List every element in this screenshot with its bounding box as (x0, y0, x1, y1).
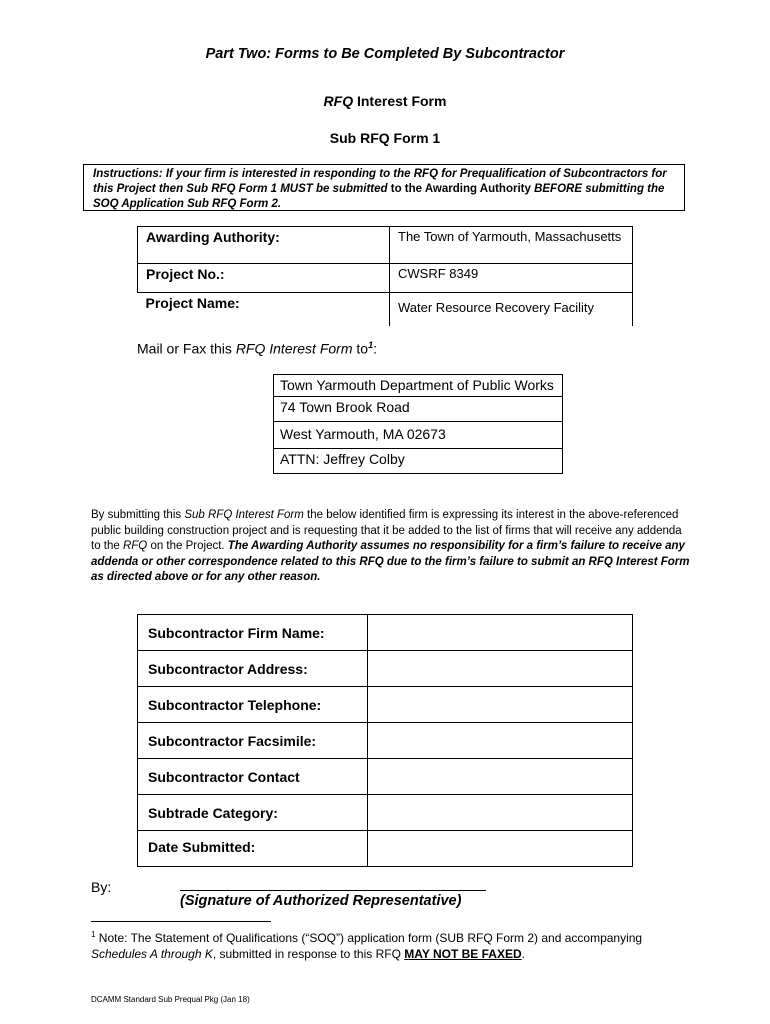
table-row (138, 651, 633, 687)
signature-line[interactable] (180, 890, 486, 891)
table-row (274, 449, 563, 474)
para-text-5: on the Project. (147, 540, 228, 552)
signature-label: (Signature of Authorized Representative) (180, 893, 462, 909)
date-submitted-field[interactable] (368, 831, 633, 867)
para-text-3: the below identified firm is expressing its interest in the above-referenced public building construction project and is requesting that it be added to the list of firms that will receive any addenda to the (91, 509, 682, 552)
table-row (138, 293, 633, 327)
table-row (138, 795, 633, 831)
para-rfq: RFQ (122, 540, 148, 552)
mail-colon: : (373, 340, 377, 357)
project-no-label: Project No.: (138, 264, 390, 293)
instructions-text-1: Instructions: If your firm is interested in responding to the RFQ for Prequalification of Subcontractors for this Project then Sub RFQ Form 1 MUST be submitted (93, 168, 667, 195)
awarding-authority-label: Awarding Authority: (138, 227, 390, 264)
table-row (274, 375, 563, 397)
table-row (138, 615, 633, 651)
facsimile-label: Subcontractor Facsimile: (138, 723, 368, 759)
telephone-label: Subcontractor Telephone: (138, 687, 368, 723)
footnote (91, 927, 691, 962)
address-line-department: Town Yarmouth Department of Public Works (274, 375, 563, 397)
mail-form-name: RFQ Interest Form (235, 340, 353, 357)
table-row (138, 831, 633, 867)
facsimile-field[interactable] (368, 723, 633, 759)
address-table (273, 374, 563, 474)
footnote-text-1: Note: The Statement of Qualifications (“SOQ”) application form (SUB RFQ Form 2) and accompanying (95, 931, 643, 945)
footnote-ref: 1 (368, 340, 374, 350)
address-line-street: 74 Town Brook Road (274, 397, 563, 422)
subcontractor-info-table (137, 614, 633, 867)
awarding-authority-value: The Town of Yarmouth, Massachusetts (390, 227, 633, 264)
instructions-text-2: to the Awarding Authority (387, 183, 535, 195)
subtrade-category-label: Subtrade Category: (138, 795, 368, 831)
project-name-value: Water Resource Recovery Facility (390, 293, 633, 327)
footnote-text-3: , submitted in response to this RFQ (212, 947, 405, 961)
project-name-label: Project Name: (138, 293, 390, 327)
footnote-period: . (521, 947, 525, 961)
page-title: Part Two: Forms to Be Completed By Subcontractor (205, 46, 565, 62)
table-row (274, 422, 563, 449)
table-row (138, 687, 633, 723)
firm-name-field[interactable] (368, 615, 633, 651)
footnote-warning: MAY NOT BE FAXED (404, 947, 522, 961)
instructions-text-3: BEFORE submitting the SOQ Application Sub RFQ Form 2. (93, 183, 665, 210)
by-label: By: (91, 879, 112, 895)
project-no-value: CWSRF 8349 (390, 264, 633, 293)
address-line-attn: ATTN: Jeffrey Colby (274, 449, 563, 474)
table-row (138, 264, 633, 293)
instructions-box (83, 164, 685, 211)
table-row (138, 723, 633, 759)
para-form-name: Sub RFQ Interest Form (184, 509, 304, 521)
contact-field[interactable] (368, 759, 633, 795)
footnote-schedules: Schedules A through K (91, 947, 213, 961)
table-row (138, 227, 633, 264)
para-text-1: By submitting this (91, 509, 185, 521)
address-label: Subcontractor Address: (138, 651, 368, 687)
telephone-field[interactable] (368, 687, 633, 723)
para-disclaimer-bold: The Awarding Authority assumes no responsibility for a firm’s failure to receive any addenda or other correspondence related to this RFQ due to the firm’s failure to submit an RFQ Interest Form as directed above or for any other reason. (91, 540, 690, 583)
page-footer: DCAMM Standard Sub Prequal Pkg (Jan 18) (91, 995, 250, 1004)
date-submitted-label: Date Submitted: (138, 831, 368, 867)
table-row (138, 759, 633, 795)
address-field[interactable] (368, 651, 633, 687)
project-info-table (137, 226, 633, 326)
firm-name-label: Subcontractor Firm Name: (138, 615, 368, 651)
form-number: Sub RFQ Form 1 (329, 130, 441, 146)
table-row (274, 397, 563, 422)
contact-label: Subcontractor Contact (138, 759, 368, 795)
disclaimer-paragraph (91, 508, 691, 586)
mail-prefix: Mail or Fax this (137, 340, 236, 357)
form-name (0, 93, 770, 109)
address-line-city: West Yarmouth, MA 02673 (274, 422, 563, 449)
footnote-number: 1 (91, 930, 96, 939)
form-name-italic: RFQ (323, 93, 354, 109)
mail-suffix: to (352, 340, 369, 357)
subtrade-category-field[interactable] (368, 795, 633, 831)
mail-instruction (137, 340, 377, 357)
form-name-rest: Interest Form (353, 93, 447, 109)
footnote-divider (91, 921, 271, 922)
